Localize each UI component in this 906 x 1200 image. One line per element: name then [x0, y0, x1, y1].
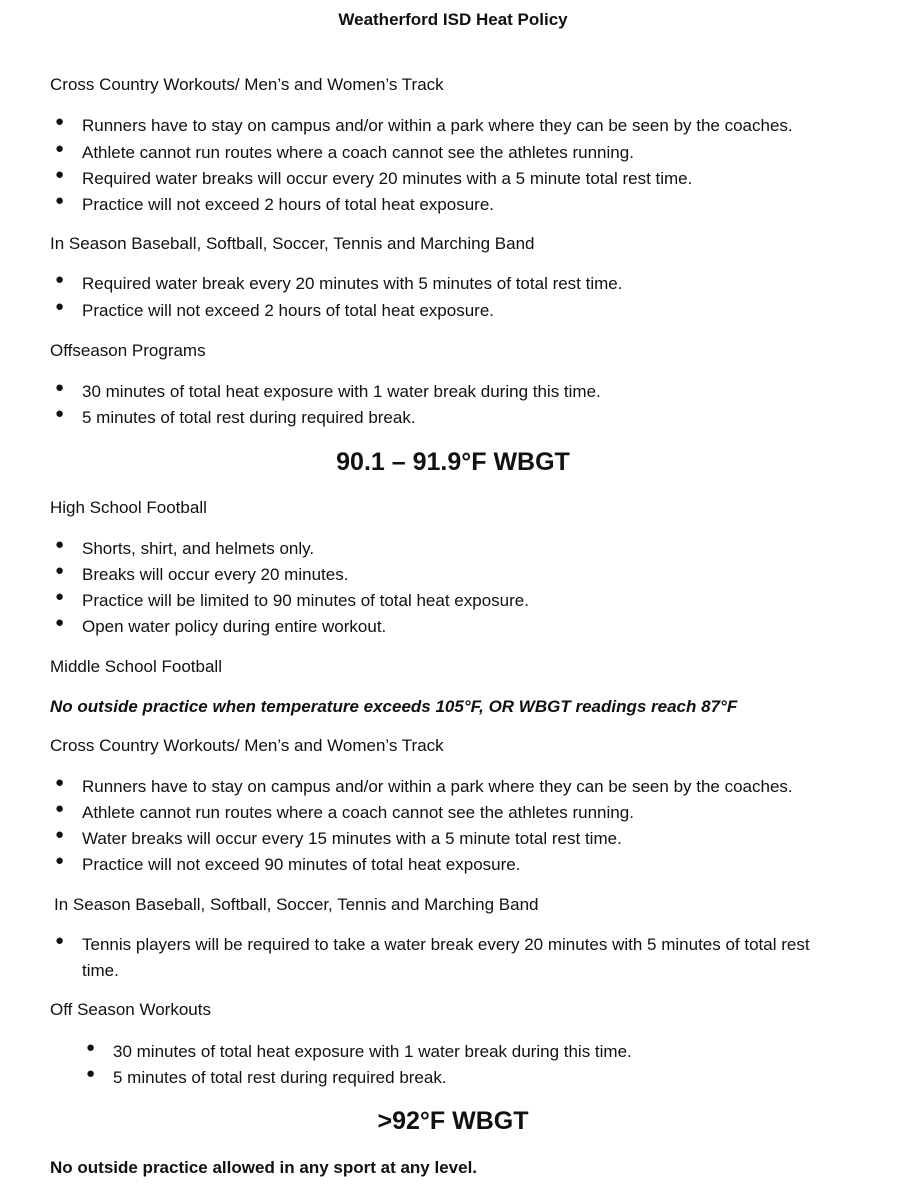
bullet-icon: ● — [55, 405, 65, 422]
list-item: ● Breaks will occur every 20 minutes. — [55, 562, 349, 584]
bullet-icon: ● — [55, 298, 65, 315]
list-item: ● 5 minutes of total rest during required break. — [86, 1065, 447, 1087]
bullet-icon: ● — [55, 271, 65, 288]
bullet-icon: ● — [55, 826, 65, 843]
list-item: ● Athlete cannot run routes where a coach cannot see the athletes running. — [55, 800, 634, 822]
list-item: ● Tennis players will be required to take a water break every 20 minutes with 5 minutes of total rest time. — [55, 932, 810, 980]
bullet-icon: ● — [55, 536, 65, 553]
section-heading-in-season-1: In Season Baseball, Softball, Soccer, Tennis and Marching Band — [50, 234, 535, 253]
list-item: ● Athlete cannot run routes where a coach cannot see the athletes running. — [55, 140, 634, 162]
temperature-heading-2: >92°F WBGT — [377, 1107, 529, 1135]
final-notice: No outside practice allowed in any sport at any level. — [50, 1158, 478, 1177]
bullet-icon: ● — [55, 379, 65, 396]
bullet-icon: ● — [55, 588, 65, 605]
bullet-icon: ● — [55, 562, 65, 579]
list-item: ● Required water break every 20 minutes with 5 minutes of total rest time. — [55, 271, 623, 293]
list-item: ● Required water breaks will occur every 20 minutes with a 5 minute total rest time. — [55, 166, 693, 188]
bullet-icon: ● — [55, 166, 65, 183]
middle-school-notice: No outside practice when temperature exceeds 105°F, OR WBGT readings reach 87°F — [50, 697, 738, 716]
list-item: ● Shorts, shirt, and helmets only. — [55, 536, 315, 558]
section-heading-cross-country-2: Cross Country Workouts/ Men’s and Women’s Track — [50, 736, 444, 755]
list-item: ● Practice will not exceed 90 minutes of total heat exposure. — [55, 852, 521, 874]
bullet-icon: ● — [55, 932, 65, 949]
section-heading-offseason: Offseason Programs — [50, 341, 206, 360]
section-heading-middle-school-football: Middle School Football — [50, 657, 222, 676]
bullet-icon: ● — [55, 852, 65, 869]
bullet-icon: ● — [86, 1039, 96, 1056]
section-heading-off-season-workouts: Off Season Workouts — [50, 1000, 211, 1019]
temperature-heading-1: 90.1 – 91.9°F WBGT — [336, 448, 570, 476]
list-item: ● 30 minutes of total heat exposure with 1 water break during this time. — [55, 379, 601, 401]
section-heading-cross-country-1: Cross Country Workouts/ Men’s and Women’s Track — [50, 75, 444, 94]
bullet-icon: ● — [86, 1065, 96, 1082]
bullet-icon: ● — [55, 614, 65, 631]
section-heading-in-season-2: In Season Baseball, Softball, Soccer, Tennis and Marching Band — [54, 895, 539, 914]
list-item: ● Runners have to stay on campus and/or within a park where they can be seen by the coaches. — [55, 113, 793, 135]
section-heading-high-school-football: High School Football — [50, 498, 207, 517]
bullet-icon: ● — [55, 774, 65, 791]
list-item: ● Practice will be limited to 90 minutes of total heat exposure. — [55, 588, 529, 610]
list-item: ● Water breaks will occur every 15 minutes with a 5 minute total rest time. — [55, 826, 622, 848]
bullet-icon: ● — [55, 140, 65, 157]
list-item: ● 5 minutes of total rest during required break. — [55, 405, 416, 427]
bullet-icon: ● — [55, 113, 65, 130]
document-title: Weatherford ISD Heat Policy — [338, 10, 568, 29]
list-item: ● Open water policy during entire workout. — [55, 614, 387, 636]
bullet-icon: ● — [55, 192, 65, 209]
list-item: ● 30 minutes of total heat exposure with 1 water break during this time. — [86, 1039, 632, 1061]
list-item: ● Practice will not exceed 2 hours of total heat exposure. — [55, 298, 495, 320]
bullet-icon: ● — [55, 800, 65, 817]
list-item: ● Practice will not exceed 2 hours of total heat exposure. — [55, 192, 495, 214]
list-item: ● Runners have to stay on campus and/or within a park where they can be seen by the coaches. — [55, 774, 793, 796]
